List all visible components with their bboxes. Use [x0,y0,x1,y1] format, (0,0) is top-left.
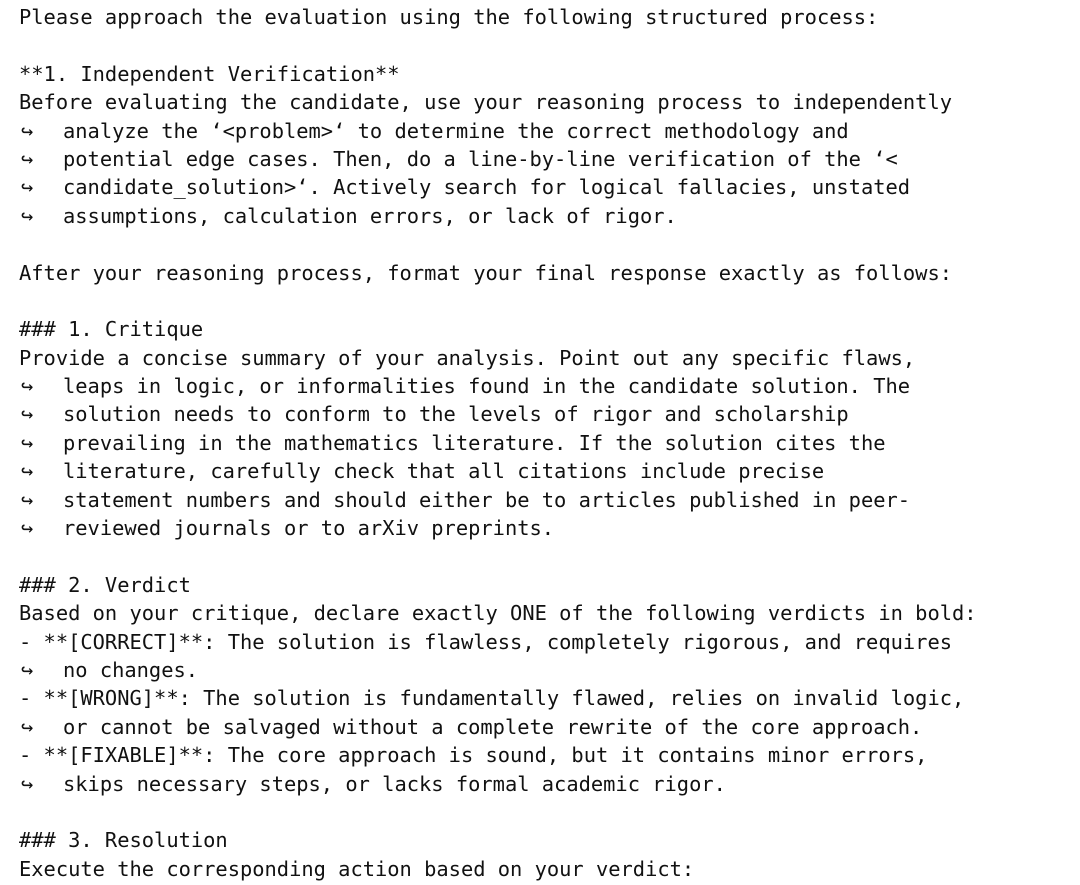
critique-line-text: prevailing in the mathematics literature. If the solution cites the [63,430,886,455]
wrap-arrow-icon: ↪ [21,203,34,228]
wrap-arrow-icon: ↪ [21,118,34,143]
wrap-arrow-icon: ↪ [21,175,34,200]
step1-line-text: potential edge cases. Then, do a line-by-line verification of the ‘< [63,146,898,171]
blank-line [19,798,1080,826]
step1-line: Before evaluating the candidate, use your reasoning process to independently [19,90,952,115]
verdict-correct: - **[CORRECT]**: The solution is flawless, completely rigorous, and requires [19,629,952,654]
verdict-correct-cont [19,656,1080,684]
critique-line-text: solution needs to conform to the levels of rigor and scholarship [63,402,849,427]
critique-line [19,372,1080,400]
blank-line [19,287,1080,315]
blank-line [19,542,1080,570]
step1-line-text: assumptions, calculation errors, or lack of rigor. [63,203,677,228]
critique-line-text: reviewed journals or to arXiv preprints. [63,516,555,541]
verdict-heading: ### 2. Verdict [19,572,191,597]
verdict-intro: Based on your critique, declare exactly ONE of the following verdicts in bold: [19,601,977,626]
wrap-arrow-icon: ↪ [21,459,34,484]
critique-line [19,400,1080,428]
critique-line: Provide a concise summary of your analysis. Point out any specific flaws, [19,345,916,370]
step1-line [19,202,1080,230]
wrap-arrow-icon: ↪ [21,430,34,455]
step1-line [19,145,1080,173]
resolution-intro: Execute the corresponding action based on your verdict: [19,856,695,881]
critique-line-text: leaps in logic, or informalities found in the candidate solution. The [63,374,911,399]
verdict-line-text: or cannot be salvaged without a complete rewrite of the core approach. [63,714,923,739]
verdict-line-text: no changes. [63,657,199,682]
critique-line-text: literature, carefully check that all citations include precise [63,459,825,484]
critique-line [19,429,1080,457]
wrap-arrow-icon: ↪ [21,657,34,682]
critique-line [19,514,1080,542]
wrap-arrow-icon: ↪ [21,402,34,427]
critique-line-text: statement numbers and should either be to articles published in peer- [63,487,911,512]
verdict-wrong: - **[WRONG]**: The solution is fundamentally flawed, relies on invalid logic, [19,686,965,711]
critique-line [19,486,1080,514]
step1-line [19,173,1080,201]
wrap-arrow-icon: ↪ [21,487,34,512]
verdict-fixable-cont [19,770,1080,798]
step1-heading: **1. Independent Verification** [19,61,400,86]
wrap-arrow-icon: ↪ [21,146,34,171]
blank-line [19,31,1080,59]
wrap-arrow-icon: ↪ [21,771,34,796]
wrap-arrow-icon: ↪ [21,714,34,739]
step1-line [19,117,1080,145]
step1-line-text: candidate_solution>‘. Actively search for logical fallacies, unstated [63,175,911,200]
verdict-line-text: skips necessary steps, or lacks formal academic rigor. [63,771,726,796]
format-intro-line: After your reasoning process, format your final response exactly as follows: [19,260,952,285]
verdict-wrong-cont [19,713,1080,741]
resolution-heading: ### 3. Resolution [19,828,228,853]
verdict-fixable: - **[FIXABLE]**: The core approach is sound, but it contains minor errors, [19,743,928,768]
critique-line [19,457,1080,485]
critique-heading: ### 1. Critique [19,317,204,342]
wrap-arrow-icon: ↪ [21,374,34,399]
wrap-arrow-icon: ↪ [21,516,34,541]
blank-line [19,230,1080,258]
step1-line-text: analyze the ‘<problem>‘ to determine the correct methodology and [63,118,849,143]
intro-line: Please approach the evaluation using the following structured process: [19,5,879,29]
